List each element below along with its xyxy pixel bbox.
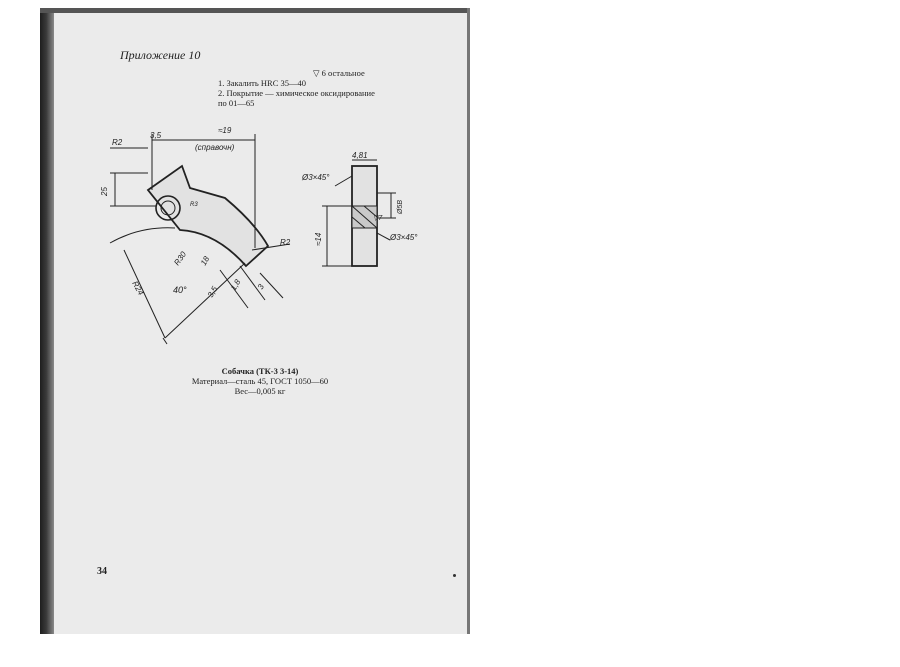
dim-label-reference: (справочн)	[195, 143, 235, 152]
dim-label-3-5: 3,5	[150, 131, 162, 140]
dim-label-3-5-lower: 3,5	[205, 284, 220, 299]
note-line-2: 2. Покрытие — химическое оксидирование	[218, 88, 375, 98]
part-caption	[160, 366, 360, 396]
note-line-3: по 01—65	[218, 98, 255, 108]
dim-label-18: 18	[198, 254, 212, 267]
part-title: Собачка (ТК-3 3-14)	[221, 366, 299, 376]
surface-roughness-note: ▽ 6 остальное	[313, 68, 365, 78]
radius-line-r30	[165, 263, 245, 338]
appendix-title: Приложение 10	[120, 48, 201, 62]
leader-chamfer-top	[335, 176, 352, 186]
center-mark	[163, 338, 167, 344]
dim-line-3	[260, 273, 283, 298]
side-dim-label-5v: Ø5В	[397, 199, 404, 214]
dim-label-r2-top: R2	[112, 138, 123, 147]
book-page	[40, 8, 470, 634]
dim-label-3: 3	[255, 282, 266, 291]
side-dim-label-481: 4,81	[352, 151, 368, 160]
dim-line-18	[240, 266, 265, 300]
dim-label-r30: R30	[172, 249, 189, 268]
radius-line-r24	[124, 250, 165, 338]
arc-r24	[110, 228, 175, 243]
leader-chamfer-bottom	[377, 233, 390, 240]
side-dim-label-chamfer-top: Ø3×45°	[302, 173, 330, 182]
dim-label-r3: R3	[190, 202, 198, 208]
part-material: Материал—сталь 45, ГОСТ 1050—60	[191, 376, 329, 386]
dim-label-r2-tip: R2	[280, 238, 291, 247]
note-line-1: 1. Закалить HRC 35—40	[218, 78, 306, 88]
dim-label-1-8: 1,8	[228, 277, 243, 292]
technical-drawing	[40, 8, 470, 634]
part-weight: Вес—0,005 кг	[234, 386, 286, 396]
page-number: 34	[97, 566, 107, 577]
part-outline-main	[148, 166, 268, 266]
dim-label-25: 25	[100, 187, 109, 196]
dim-label-40deg: 40°	[173, 285, 187, 295]
dim-label-r24: R24	[130, 279, 146, 297]
side-dim-label-chamfer-bottom: Ø3×45°	[390, 233, 418, 242]
side-roughness-label: ▽7	[373, 215, 383, 222]
page-mark	[453, 574, 456, 577]
dim-label-19: ≈19	[218, 126, 232, 135]
side-dim-label-14: ≈14	[314, 232, 323, 246]
